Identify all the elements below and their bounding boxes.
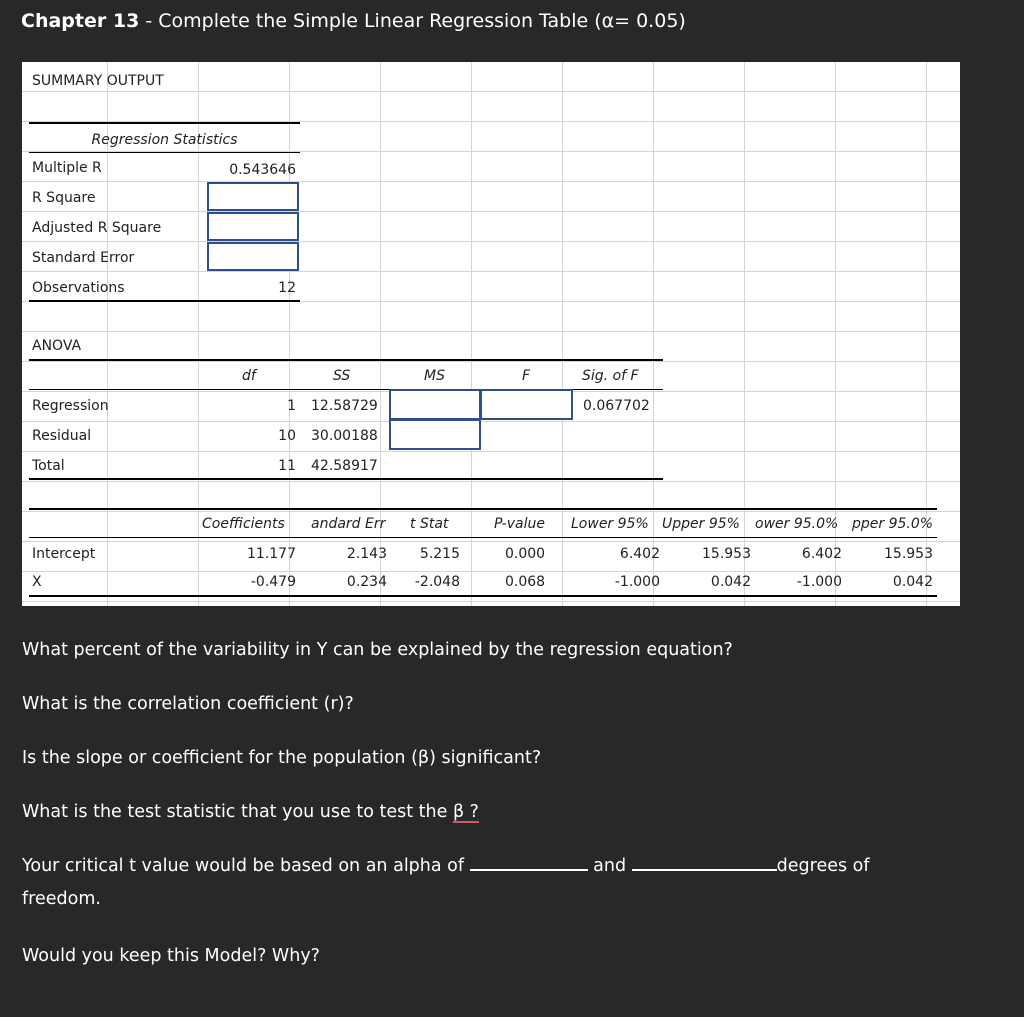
- chapter-label: Chapter 13: [21, 10, 140, 32]
- residual-ss: 30.00188: [311, 428, 378, 444]
- coef-header-coefficients: Coefficients: [202, 516, 285, 532]
- question-correlation: What is the correlation coefficient (r)?: [22, 694, 354, 714]
- rule: [29, 508, 937, 510]
- r-square-input-box: [207, 182, 299, 211]
- anova-label: ANOVA: [32, 338, 82, 354]
- degrees-of-text: degrees of: [776, 856, 870, 876]
- x-upper-95: 0.042: [710, 574, 751, 590]
- x-label: X: [32, 574, 42, 590]
- regression-statistics-header: Regression Statistics: [91, 132, 238, 148]
- observations-value: 12: [278, 280, 296, 296]
- standard-error-input-box: [207, 242, 299, 271]
- degrees-blank: [632, 869, 777, 871]
- regression-label: Regression: [32, 398, 109, 414]
- and-text: and: [587, 856, 632, 876]
- intercept-t-stat: 5.215: [419, 546, 460, 562]
- sig-f-header: Sig. of F: [582, 368, 639, 384]
- rule: [29, 537, 937, 538]
- regression-sig-f: 0.067702: [583, 398, 650, 414]
- x-coefficient: -0.479: [250, 574, 296, 590]
- intercept-lower-95-0: 6.402: [801, 546, 842, 562]
- residual-label: Residual: [32, 428, 92, 444]
- spreadsheet-image: [22, 62, 960, 606]
- df-header: df: [242, 368, 256, 384]
- x-t-stat: -2.048: [414, 574, 460, 590]
- regression-ms-input-box: [389, 389, 481, 420]
- intercept-upper-95-0: 15.953: [884, 546, 933, 562]
- residual-df: 10: [278, 428, 296, 444]
- rule: [29, 478, 663, 480]
- residual-ms-input-box: [389, 419, 481, 450]
- rule: [29, 122, 300, 124]
- question-test-statistic: [22, 802, 479, 822]
- question-keep-model: Would you keep this Model? Why?: [22, 946, 320, 966]
- coef-header-lower-95-0: ower 95.0%: [755, 516, 839, 532]
- coef-header-lower-95: Lower 95%: [571, 516, 649, 532]
- adjusted-r-square-input-box: [207, 212, 299, 241]
- question-slope-significance: Is the slope or coefficient for the population (β) significant?: [22, 748, 542, 768]
- rule: [29, 152, 300, 153]
- coef-header-t-stat: t Stat: [410, 516, 449, 532]
- multiple-r-label: Multiple R: [32, 160, 102, 176]
- rule: [29, 359, 663, 361]
- question-test-statistic-text: What is the test statistic that you use to test the: [22, 802, 453, 822]
- x-lower-95-0: -1.000: [796, 574, 842, 590]
- x-p-value: 0.068: [505, 574, 546, 590]
- adjusted-r-square-label: Adjusted R Square: [32, 220, 162, 236]
- intercept-standard-error: 2.143: [346, 546, 387, 562]
- regression-f-input-box: [480, 389, 573, 420]
- x-upper-95-0: 0.042: [892, 574, 933, 590]
- intercept-label: Intercept: [32, 546, 96, 562]
- multiple-r-value: 0.543646: [229, 162, 296, 178]
- x-lower-95: -1.000: [614, 574, 660, 590]
- summary-output-label: SUMMARY OUTPUT: [32, 73, 164, 89]
- x-standard-error: 0.234: [346, 574, 387, 590]
- rule: [29, 595, 937, 597]
- beta-symbol: β ?: [452, 802, 479, 822]
- question-critical-t: [22, 856, 870, 876]
- r-square-label: R Square: [32, 190, 96, 206]
- coef-header-upper-95-0: pper 95.0%: [852, 516, 934, 532]
- regression-df: 1: [287, 398, 296, 414]
- ss-header: SS: [333, 368, 351, 384]
- f-header: F: [522, 368, 531, 384]
- intercept-coefficient: 11.177: [247, 546, 296, 562]
- ms-header: MS: [424, 368, 445, 384]
- coef-header-standard-error: andard Err: [311, 516, 386, 532]
- intercept-p-value: 0.000: [505, 546, 546, 562]
- coef-header-p-value: P-value: [494, 516, 545, 532]
- intercept-lower-95: 6.402: [619, 546, 660, 562]
- question-critical-t-line2: freedom.: [22, 889, 101, 909]
- observations-label: Observations: [32, 280, 125, 296]
- coef-header-upper-95: Upper 95%: [662, 516, 740, 532]
- alpha-blank: [470, 869, 588, 871]
- page-title: [21, 10, 686, 32]
- rule: [29, 300, 300, 302]
- total-ss: 42.58917: [311, 458, 378, 474]
- intercept-upper-95: 15.953: [702, 546, 751, 562]
- regression-ss: 12.58729: [311, 398, 378, 414]
- title-text: - Complete the Simple Linear Regression Table (α= 0.05): [139, 10, 686, 32]
- critical-t-text: Your critical t value would be based on an alpha of: [22, 856, 470, 876]
- total-label: Total: [32, 458, 65, 474]
- question-variability: What percent of the variability in Y can be explained by the regression equation?: [22, 640, 733, 660]
- standard-error-label: Standard Error: [32, 250, 135, 266]
- total-df: 11: [278, 458, 296, 474]
